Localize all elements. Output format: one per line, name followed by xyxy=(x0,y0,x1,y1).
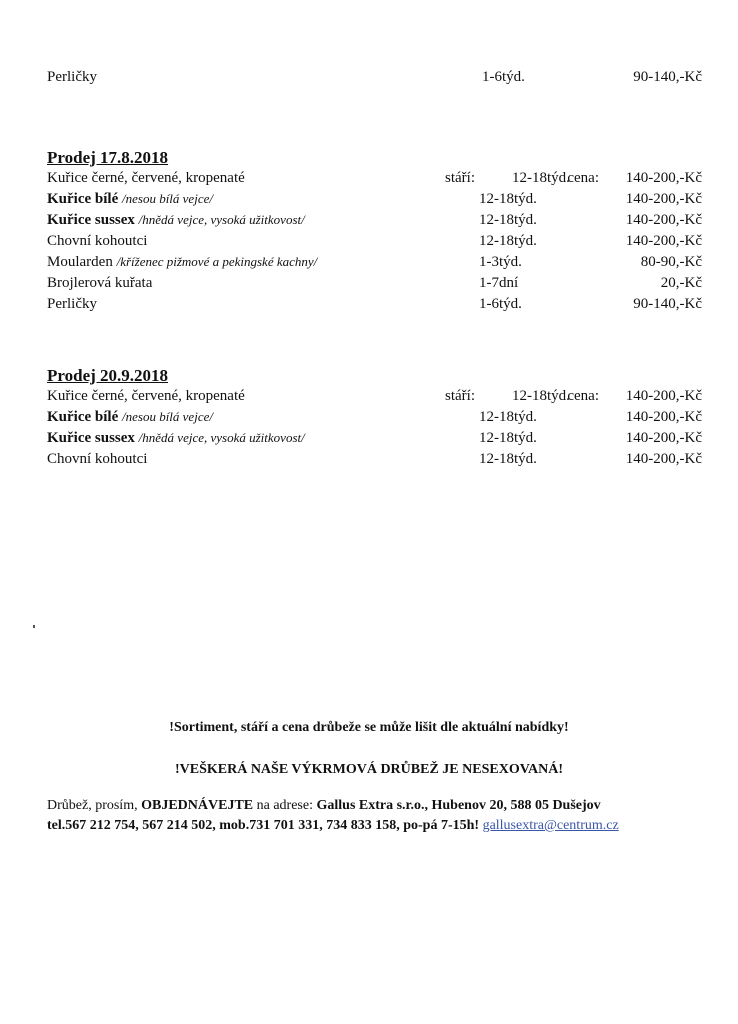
sale1-heading: Prodej 17.8.2018 xyxy=(47,148,169,167)
item-price: 90-140,-Kč xyxy=(633,69,702,85)
price-label: cena: xyxy=(567,388,599,404)
item-name: Kuřice bílé xyxy=(47,191,119,207)
item-price: 140-200,-Kč xyxy=(625,430,702,446)
scan-speck xyxy=(33,625,35,628)
sale1-row-4 xyxy=(47,251,702,273)
item-price: 140-200,-Kč xyxy=(625,409,702,425)
item-age: 12-18týd. xyxy=(479,451,537,467)
item-name: Brojlerová kuřata xyxy=(47,275,153,291)
item-note: /hnědá vejce, vysoká užitkovost/ xyxy=(138,430,305,445)
age-label: stáří: xyxy=(445,170,475,186)
item-name-group xyxy=(47,251,317,273)
sale2-row-1 xyxy=(47,406,702,428)
item-price: 140-200,-Kč xyxy=(625,191,702,207)
sale1-row-1 xyxy=(47,188,702,210)
item-name: Chovní kohoutci xyxy=(47,451,148,467)
item-price: 80-90,-Kč xyxy=(640,254,702,270)
item-price: 20,-Kč xyxy=(660,275,702,291)
price-label: cena: xyxy=(567,170,599,186)
item-age: 1-3týd. xyxy=(479,254,522,270)
item-price: 140-200,-Kč xyxy=(625,451,702,467)
sale1-row-2 xyxy=(47,209,702,231)
item-price: 90-140,-Kč xyxy=(633,296,702,312)
contact-phones: tel.567 212 754, 567 214 502, mob.731 701 331, 734 833 158, po-pá 7-15h! xyxy=(47,818,480,833)
item-age: 12-18týd. xyxy=(512,388,570,404)
item-price: 140-200,-Kč xyxy=(625,233,702,249)
item-price: 140-200,-Kč xyxy=(625,170,702,186)
item-name-group xyxy=(47,188,213,210)
top-row-perlicky xyxy=(47,66,702,88)
contact-address: Gallus Extra s.r.o., Hubenov 20, 588 05 Dušejov xyxy=(316,798,601,813)
item-note: /nesou bílá vejce/ xyxy=(122,191,213,206)
age-label: stáří: xyxy=(445,388,475,404)
sale2-row-2 xyxy=(47,427,702,449)
item-name-group xyxy=(47,427,305,449)
notice-assortment: !Sortiment, stáří a cena drůbeže se může lišit dle aktuální nabídky! xyxy=(169,720,569,735)
item-name-group xyxy=(47,209,305,231)
item-age: 1-7dní xyxy=(479,275,519,291)
item-name: Kuřice bílé xyxy=(47,409,119,425)
item-age: 12-18týd. xyxy=(479,191,537,207)
item-age: 12-18týd. xyxy=(479,233,537,249)
sale2-row-3 xyxy=(47,448,702,470)
sale1-row-6 xyxy=(47,293,702,315)
item-note: /kříženec pižmové a pekingské kachny/ xyxy=(116,254,318,269)
contact-na-adrese: na adrese: xyxy=(256,798,313,813)
item-age: 1-6týd. xyxy=(479,296,522,312)
item-name: Perličky xyxy=(47,69,97,85)
item-price: 140-200,-Kč xyxy=(625,388,702,404)
item-name: Moularden xyxy=(47,254,113,270)
sale1-row-5 xyxy=(47,272,702,294)
sale1-row-0 xyxy=(47,167,702,189)
contact-order: OBJEDNÁVEJTE xyxy=(141,798,254,813)
item-price: 140-200,-Kč xyxy=(625,212,702,228)
item-age: 12-18týd. xyxy=(512,170,570,186)
sale1-row-3 xyxy=(47,230,702,252)
item-name: Perličky xyxy=(47,296,97,312)
item-note: /hnědá vejce, vysoká užitkovost/ xyxy=(138,212,305,227)
sale2-heading: Prodej 20.9.2018 xyxy=(47,366,169,385)
item-age: 12-18týd. xyxy=(479,409,537,425)
item-name: Kuřice černé, červené, kropenaté xyxy=(47,388,245,404)
item-age: 12-18týd. xyxy=(479,212,537,228)
notice-unsexed: !VEŠKERÁ NAŠE VÝKRMOVÁ DRŮBEŽ JE NESEXOVANÁ! xyxy=(174,762,564,777)
item-name: Kuřice černé, červené, kropenaté xyxy=(47,170,245,186)
item-name-group xyxy=(47,406,213,428)
contact-line-2 xyxy=(47,816,727,836)
email-link[interactable]: gallusextra@centrum.cz xyxy=(482,818,619,833)
item-name: Kuřice sussex xyxy=(47,430,135,446)
item-note: /nesou bílá vejce/ xyxy=(122,409,213,424)
contact-intro: Drůbež, prosím, xyxy=(47,798,138,813)
sale2-row-0 xyxy=(47,385,702,407)
item-name: Chovní kohoutci xyxy=(47,233,148,249)
item-age: 1-6týd. xyxy=(482,69,525,85)
contact-line-1 xyxy=(47,796,727,816)
item-name: Kuřice sussex xyxy=(47,212,135,228)
item-age: 12-18týd. xyxy=(479,430,537,446)
